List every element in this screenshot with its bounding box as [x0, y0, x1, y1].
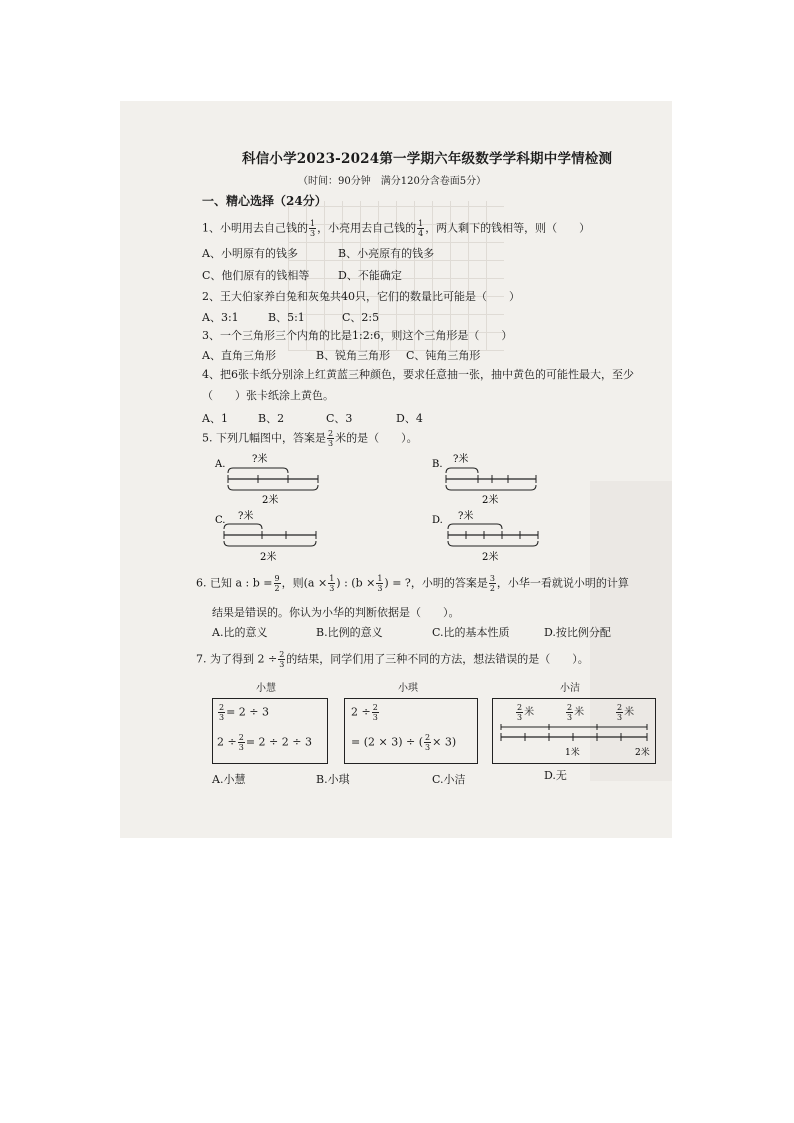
top-brace-c	[224, 524, 262, 529]
diagram-c[interactable]	[215, 509, 316, 563]
q6-text-post: ，小华一看就说小明的计算	[496, 576, 629, 590]
frac-denominator: 3	[617, 713, 623, 722]
q2-option-c[interactable]: C、2:5	[342, 311, 380, 324]
xiaoqi-fraction-b	[424, 733, 431, 752]
qmark-label-a: ?米	[252, 454, 268, 465]
frac-numerator: 9	[274, 574, 280, 583]
xiaohui-line-1	[217, 703, 269, 722]
bottom-brace-a	[228, 485, 318, 490]
frac-numerator: 1	[418, 219, 424, 228]
question-6-line-2: 结果是错误的。你认为小华的判断依据是（ ）。	[212, 606, 460, 619]
q6-text-mid-2: ) : (b ×	[336, 576, 376, 590]
frac-denominator: 3	[219, 713, 225, 722]
frac-numerator: 2	[219, 703, 225, 712]
frac-numerator: 2	[517, 703, 523, 712]
top-brace-a	[228, 468, 288, 473]
method-name-xiaohui: 小慧	[256, 683, 276, 694]
frac-denominator: 3	[328, 439, 334, 448]
q4-option-a[interactable]: A、1	[202, 412, 228, 425]
q3-option-b[interactable]: B、锐角三角形	[316, 349, 391, 362]
question-7	[196, 650, 589, 669]
method-box-xiaohui	[212, 698, 328, 764]
xiaohui-eq-2-post: = 2 ÷ 2 ÷ 3	[245, 735, 312, 749]
qmark-label-b: ?米	[453, 454, 469, 465]
frac-numerator: 2	[372, 703, 378, 712]
q7-option-b[interactable]: B.小琪	[316, 773, 350, 786]
frac-denominator: 2	[274, 584, 280, 593]
meter-unit: 米	[624, 707, 635, 718]
method-box-xiaojie	[492, 698, 656, 764]
q1-option-a[interactable]: A、小明原有的钱多	[202, 247, 298, 260]
frac-denominator: 4	[418, 229, 424, 238]
method-box-xiaoqi	[344, 698, 478, 764]
q2-option-b[interactable]: B、5:1	[268, 311, 305, 324]
frac-denominator: 3	[279, 660, 285, 669]
q1-text-pre: 1、小明用去自己钱的	[202, 221, 308, 235]
q7-text-post: 的结果，同学们用了三种不同的方法，想法错误的是（ ）。	[286, 652, 589, 666]
qmark-label-c: ?米	[238, 511, 254, 522]
qmark-label-d: ?米	[458, 511, 474, 522]
exam-subtitle: （时间：90分钟 满分120分含卷面5分）	[298, 176, 487, 187]
question-4-line-1: 4、把6张卡纸分别涂上红黄蓝三种颜色，要求任意抽一张，抽中黄色的可能性最大，至少	[202, 368, 634, 381]
section-heading: 一、精心选择（24分）	[202, 194, 327, 208]
q1-text-mid: ，小亮用去自己钱的	[317, 221, 417, 235]
frac-denominator: 3	[238, 743, 244, 752]
xiaohui-eq-2-pre: 2 ÷	[217, 735, 237, 749]
bottom-brace-c	[224, 541, 316, 546]
top-brace-b	[446, 468, 478, 473]
bottom-brace-b	[446, 485, 536, 490]
q6-fraction-4	[489, 574, 496, 593]
q6-fraction-1	[274, 574, 281, 593]
q6-option-b[interactable]: B.比例的意义	[316, 626, 383, 639]
frac-numerator: 2	[617, 703, 623, 712]
xiaohui-eq-1: = 2 ÷ 3	[226, 705, 270, 719]
meter-unit: 米	[524, 707, 535, 718]
xiaoqi-eq-2-a: = (2 × 3) ÷ (	[351, 735, 424, 749]
total-label-b: 2米	[482, 495, 499, 506]
q7-option-c[interactable]: C.小洁	[432, 773, 466, 786]
q3-option-a[interactable]: A、直角三角形	[202, 349, 276, 362]
frac-numerator: 1	[377, 574, 383, 583]
q6-text-mid-1: ，则(a ×	[281, 576, 328, 590]
q1-option-b[interactable]: B、小亮原有的钱多	[338, 247, 435, 260]
xiaoqi-fraction-a	[372, 703, 379, 722]
q7-fraction	[278, 650, 285, 669]
q7-option-d[interactable]: D.无	[544, 769, 567, 782]
frac-numerator: 2	[328, 429, 334, 438]
q1-option-c[interactable]: C、他们原有的钱相等	[202, 269, 310, 282]
xiaojie-number-line	[493, 699, 655, 763]
q4-option-c[interactable]: C、3	[326, 412, 353, 425]
q5-text-post: 米的是（ ）。	[335, 431, 418, 445]
meter-unit: 米	[574, 707, 585, 718]
bottom-brace-d	[448, 541, 538, 546]
frac-denominator: 3	[372, 713, 378, 722]
q1-text-post: ，两人剩下的钱相等，则（ ）	[425, 221, 591, 235]
frac-denominator: 3	[310, 229, 316, 238]
label-a: A.	[215, 459, 226, 470]
q3-option-c[interactable]: C、钝角三角形	[406, 349, 481, 362]
q6-text-mid-3: ) = ?，小明的答案是	[384, 576, 488, 590]
top-brace-d	[448, 524, 502, 529]
frac-denominator: 3	[517, 713, 523, 722]
q7-option-a[interactable]: A.小慧	[212, 773, 246, 786]
frac-numerator: 2	[279, 650, 285, 659]
frac-numerator: 1	[310, 219, 316, 228]
frac-denominator: 3	[567, 713, 573, 722]
frac-denominator: 3	[425, 743, 431, 752]
q5-text-pre: 5. 下列几幅图中，答案是	[202, 431, 326, 445]
frac-numerator: 2	[238, 733, 244, 742]
q6-fraction-2	[328, 574, 335, 593]
frac-numerator: 3	[489, 574, 495, 583]
frac-numerator: 2	[425, 733, 431, 742]
total-label-c: 2米	[260, 552, 277, 563]
q6-option-d[interactable]: D.按比例分配	[544, 626, 611, 639]
frac-denominator: 3	[329, 584, 335, 593]
q7-text-pre: 7. 为了得到 2 ÷	[196, 652, 278, 666]
xiaohui-line-2	[217, 733, 312, 752]
frac-denominator: 2	[489, 584, 495, 593]
xiaoqi-line-1	[351, 703, 380, 722]
q4-option-d[interactable]: D、4	[396, 412, 423, 425]
q1-option-d[interactable]: D、不能确定	[338, 269, 402, 282]
diagram-b[interactable]	[432, 452, 536, 506]
question-2: 2、王大伯家养白兔和灰兔共40只，它们的数量比可能是（ ）	[202, 290, 520, 303]
xiaoqi-eq-1-pre: 2 ÷	[351, 705, 371, 719]
xiaoqi-line-2	[351, 733, 456, 752]
label-b: B.	[432, 459, 443, 470]
question-3: 3、一个三角形三个内角的比是1:2:6，则这个三角形是（ ）	[202, 329, 513, 342]
label-c: C.	[215, 515, 226, 526]
method-name-xiaoqi: 小琪	[398, 683, 418, 694]
frac-denominator: 3	[377, 584, 383, 593]
label-d: D.	[432, 515, 443, 526]
exam-photo	[120, 101, 672, 838]
one-meter-label: 1米	[565, 748, 580, 758]
xiaohui-fraction-b	[238, 733, 245, 752]
method-name-xiaojie: 小洁	[560, 683, 580, 694]
diagram-a[interactable]	[214, 452, 318, 506]
q2-option-a[interactable]: A、3:1	[202, 311, 239, 324]
q4-option-b[interactable]: B、2	[258, 412, 285, 425]
xiaohui-fraction-a	[218, 703, 225, 722]
q6-option-a[interactable]: A.比的意义	[212, 626, 268, 639]
xiaoqi-eq-2-b: × 3)	[432, 735, 457, 749]
q6-option-c[interactable]: C.比的基本性质	[432, 626, 510, 639]
diagram-d[interactable]	[432, 509, 538, 563]
question-6	[196, 574, 629, 593]
frac-numerator: 2	[567, 703, 573, 712]
q6-fraction-3	[376, 574, 383, 593]
total-label-a: 2米	[262, 495, 279, 506]
exam-title: 科信小学2023-2024第一学期六年级数学学科期中学情检测	[242, 151, 613, 167]
q6-text-pre: 6. 已知 a : b =	[196, 576, 273, 590]
question-4-line-2: （ ）张卡纸涂上黄色。	[202, 389, 334, 402]
total-label-d: 2米	[482, 552, 499, 563]
two-meter-label: 2米	[635, 748, 650, 758]
frac-numerator: 1	[329, 574, 335, 583]
